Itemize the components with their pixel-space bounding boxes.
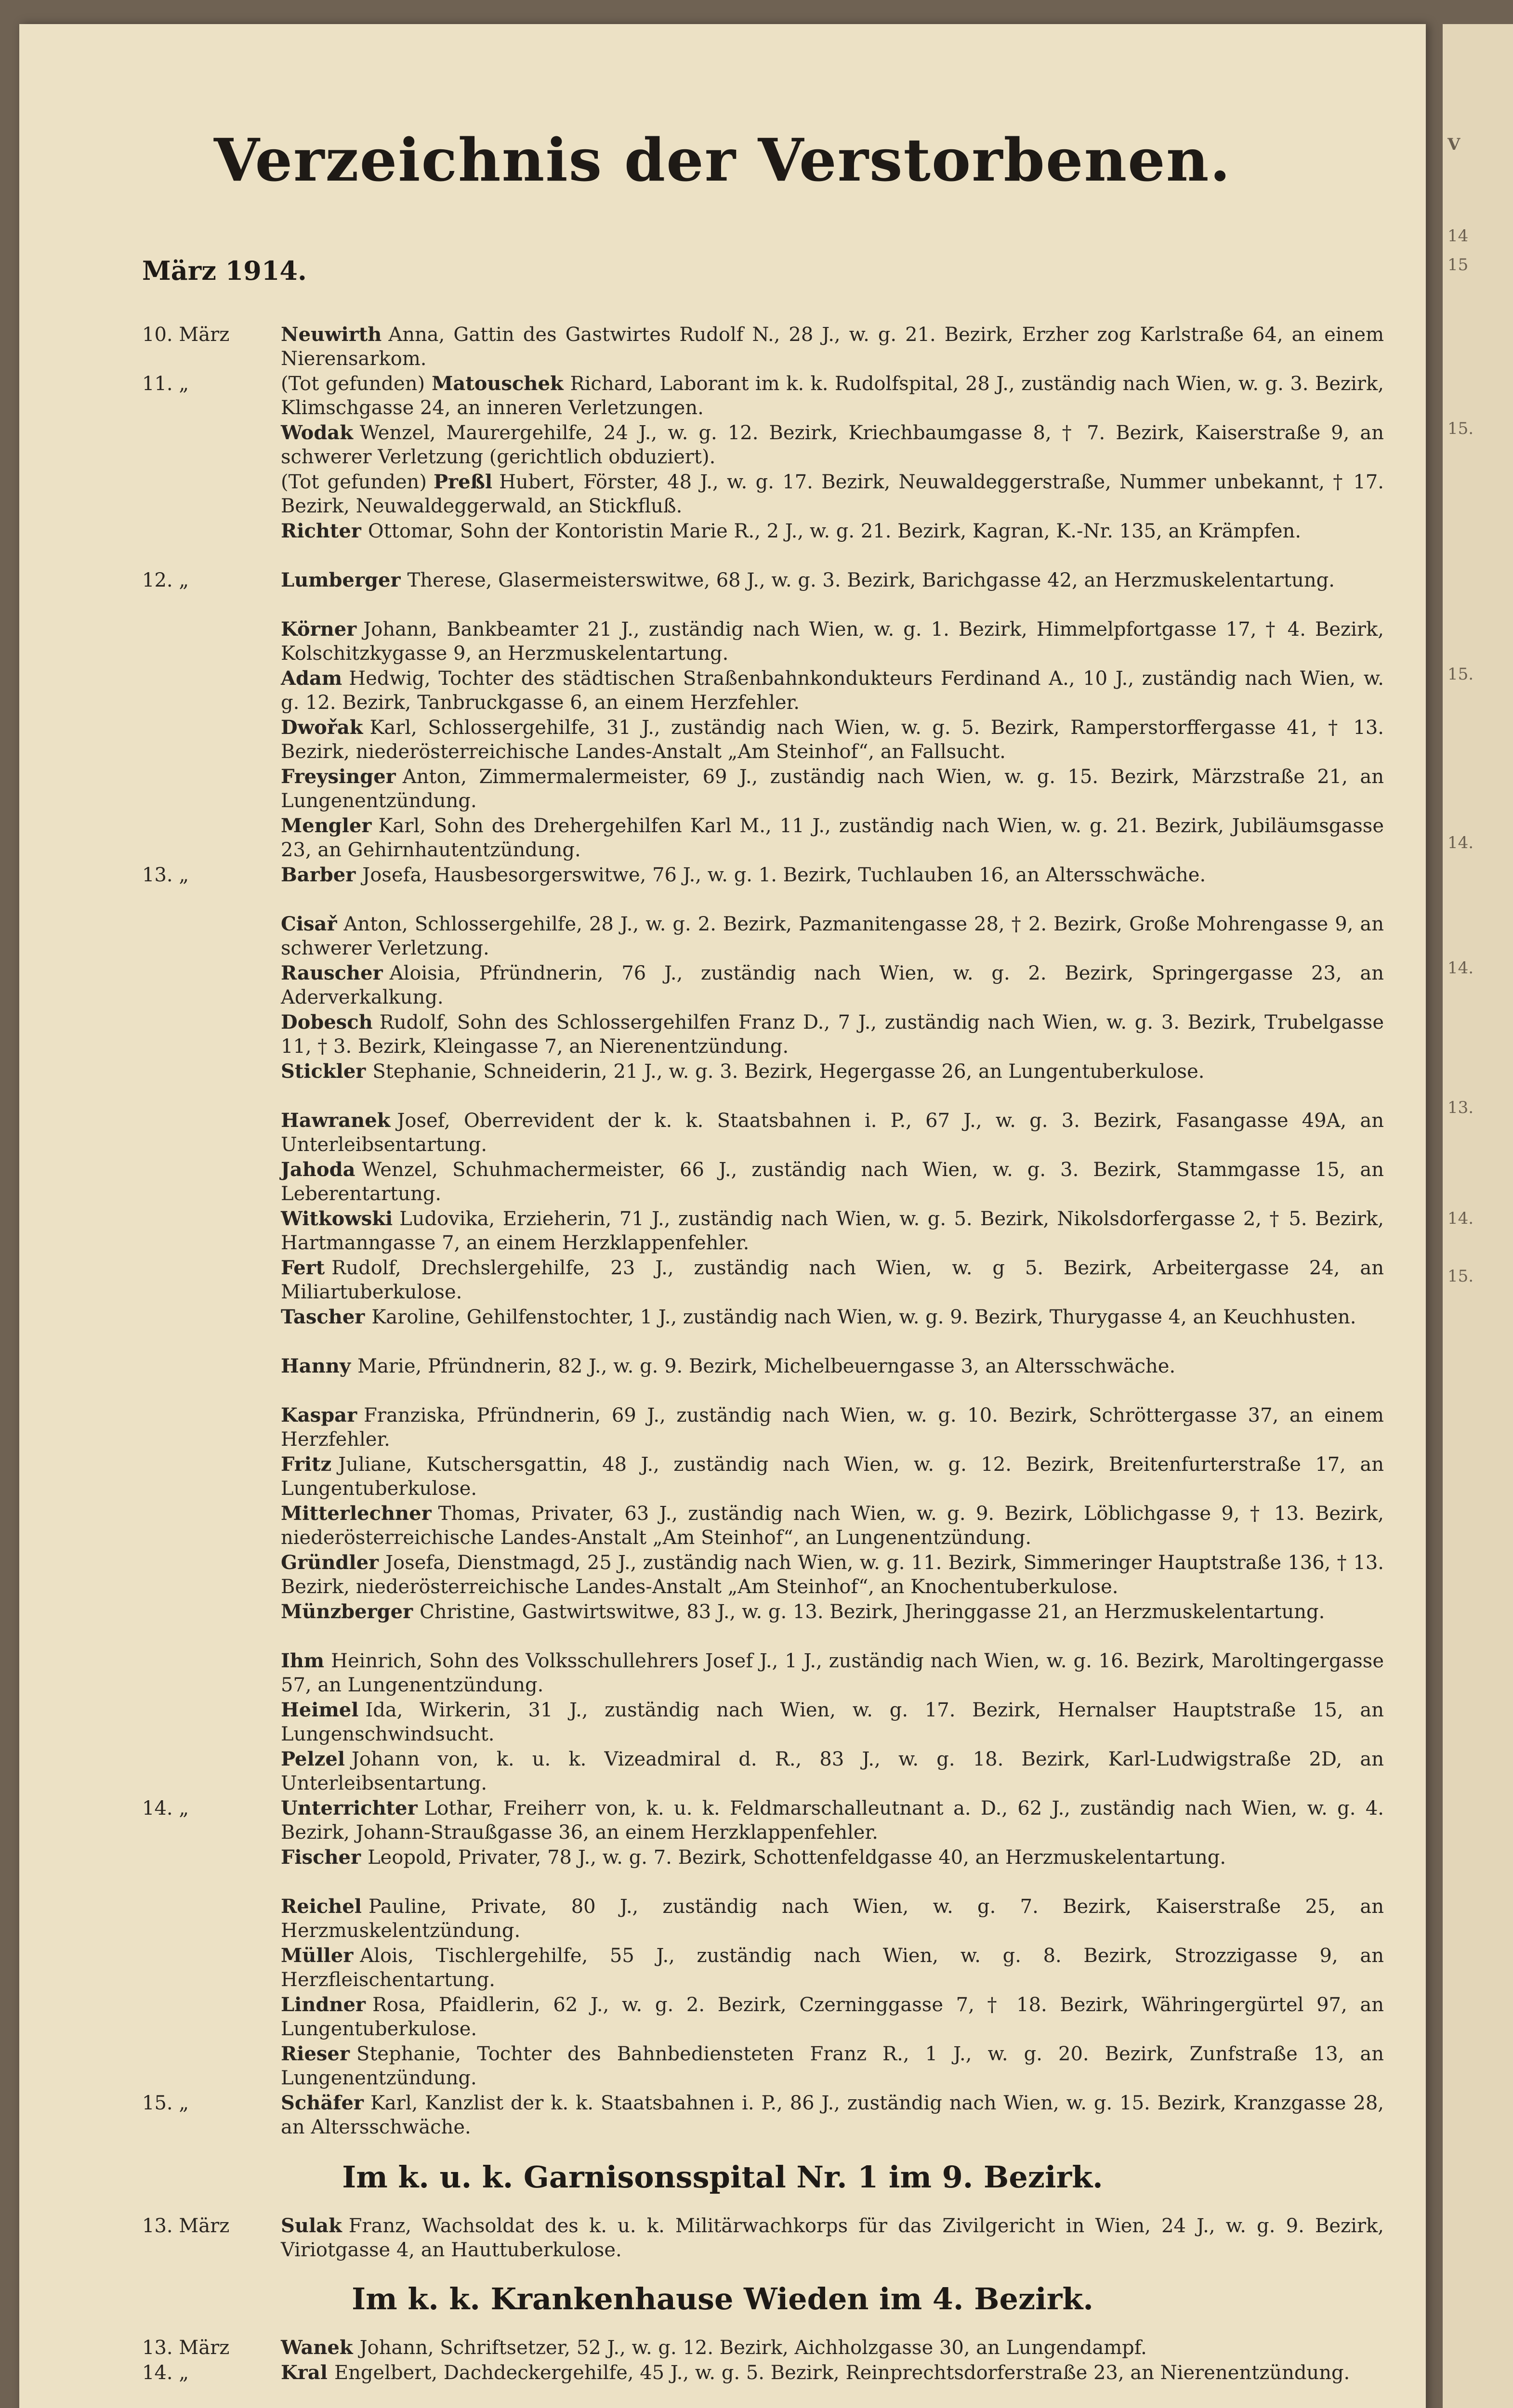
entry-text (281, 2361, 1384, 2385)
entry-description: Karoline, Gehilfenstochter, 1 J., zuständig nach Wien, w. g. 9. Bezirk, Thurygasse 4, an Keuchhusten. (371, 1306, 1356, 1328)
entry-description: Hubert, Förster, 48 J., w. g. 17. Bezirk, Neuwaldeggerstraße, Nummer unbekannt, † 17. Bezirk, Neuwaldeggerwald, an Stickfluß. (281, 471, 1384, 517)
entry-text (281, 863, 1384, 887)
entry-date: 10. März (142, 324, 230, 346)
entry-text (281, 1551, 1384, 1599)
adjacent-page-fragment: 13. (1447, 1098, 1474, 1117)
entry-description: Rudolf, Drechslergehilfe, 23 J., zuständig nach Wien, w. g 5. Bezirk, Arbeitergasse 24, an Miliartuberkulose. (281, 1257, 1384, 1303)
list-item (19, 1600, 1426, 1649)
entry-text (281, 1109, 1384, 1157)
entry-name: Adam (281, 667, 342, 690)
adjacent-page-edge (1443, 24, 1513, 2408)
entry-description: Aloisia, Pfründnerin, 76 J., zuständig nach Wien, w. g. 2. Bezirk, Springergasse 23, an Aderverkalkung. (281, 962, 1384, 1008)
deceased-list (19, 323, 1426, 2386)
entry-text (281, 1403, 1384, 1452)
entry-text (281, 1354, 1384, 1378)
entry-name: Hawranek (281, 1109, 391, 1132)
list-item (19, 1109, 1426, 1158)
entry-name: Witkowski (281, 1207, 393, 1230)
list-item (19, 961, 1426, 1010)
list-item (19, 568, 1426, 617)
list-item (19, 716, 1426, 765)
list-item (19, 1944, 1426, 1993)
entry-text (281, 1698, 1384, 1746)
entry-description: Karl, Schlossergehilfe, 31 J., zuständig nach Wien, w. g. 5. Bezirk, Ramperstorffergasse 41, † 13. Bezirk, niederösterreichische Landes-Anstalt „Am Steinhof“, an Fallsucht. (281, 717, 1384, 763)
entry-name: Münzberger (281, 1600, 413, 1623)
entry-name: Fischer (281, 1846, 361, 1869)
entry-name: Mitterlechner (281, 1502, 432, 1525)
entry-name: Reichel (281, 1895, 362, 1918)
entry-description: Karl, Sohn des Drehergehilfen Karl M., 11 J., zuständig nach Wien, w. g. 21. Bezirk, Jubiläumsgasse 23, an Gehirnhautentzündung. (281, 815, 1384, 861)
entry-note: (Tot gefunden) (281, 471, 427, 493)
entry-text (281, 1158, 1384, 1206)
entry-description: Johann, Schriftsetzer, 52 J., w. g. 12. Bezirk, Aichholzgasse 30, an Lungendampf. (359, 2337, 1147, 2359)
entry-text (281, 814, 1384, 862)
adjacent-page-fragment: 15. (1447, 1267, 1474, 1286)
entry-name: Cisař (281, 913, 337, 935)
adjacent-page-fragment: 14. (1447, 1209, 1474, 1228)
list-item (19, 1453, 1426, 1502)
entry-name: Tascher (281, 1306, 365, 1328)
entry-text (281, 2091, 1384, 2139)
section-heading: Im k. u. k. Garnisonsspital Nr. 1 im 9. Bezirk. (342, 2159, 1103, 2195)
entry-description: Johann, Bankbeamter 21 J., zuständig nach Wien, w. g. 1. Bezirk, Himmelpfortgasse 17, † 4. Bezirk, Kolschitzkygasse 9, an Herzmuskelentartung. (281, 618, 1384, 665)
entry-name: Kral (281, 2361, 328, 2384)
entry-description: Rudolf, Sohn des Schlossergehilfen Franz D., 7 J., zuständig nach Wien, w. g. 3. Bezirk, Trubelgasse 11, † 3. Bezirk, Kleingasse 7, an Nierenentzündung. (281, 1011, 1384, 1058)
entry-description: Josefa, Dienstmagd, 25 J., zuständig nach Wien, w. g. 11. Bezirk, Simmeringer Hauptstraße 136, † 13. Bezirk, niederösterreichische Landes-Anstalt „Am Steinhof“, an Knochentuberkulose. (281, 1552, 1384, 1598)
entry-name: Rauscher (281, 962, 383, 984)
list-item (19, 470, 1426, 519)
list-item (19, 2091, 1426, 2140)
entry-description: Hedwig, Tochter des städtischen Straßenbahnkondukteurs Ferdinand A., 10 J., zuständig nach Wien, w. g. 12. Bezirk, Tanbruckgasse 6, an einem Herzfehler. (281, 667, 1384, 714)
list-item (19, 1060, 1426, 1109)
list-item (19, 1010, 1426, 1060)
list-item (19, 2361, 1426, 2386)
list-item (19, 2336, 1426, 2361)
entry-description: Ida, Wirkerin, 31 J., zuständig nach Wien, w. g. 17. Bezirk, Hernalser Hauptstraße 15, an Lungenschwindsucht. (281, 1699, 1384, 1745)
entry-text (281, 667, 1384, 715)
list-item (19, 372, 1426, 421)
entry-description: Engelbert, Dachdeckergehilfe, 45 J., w. g. 5. Bezirk, Reinprechtsdorferstraße 23, an Nierenentzündung. (334, 2362, 1350, 2384)
entry-description: Anton, Schlossergehilfe, 28 J., w. g. 2. Bezirk, Pazmanitengasse 28, † 2. Bezirk, Große Mohrengasse 9, an schwerer Verletzung. (281, 913, 1384, 959)
entry-description: Heinrich, Sohn des Volksschullehrers Josef J., 1 J., zuständig nach Wien, w. g. 16. Bezirk, Maroltingergasse 57, an Lungenentzündung. (281, 1650, 1384, 1696)
month-heading: März 1914. (142, 255, 307, 286)
entry-text (281, 961, 1384, 1009)
adjacent-page-fragment: 14 (1447, 226, 1469, 246)
entry-description: Rosa, Pfaidlerin, 62 J., w. g. 2. Bezirk, Czerninggasse 7, † 18. Bezirk, Währingergürtel 97, an Lungentuberkulose. (281, 1994, 1384, 2040)
entry-description: Alois, Tischlergehilfe, 55 J., zuständig nach Wien, w. g. 8. Bezirk, Strozzigasse 9, an Herzfleischentartung. (281, 1945, 1384, 1991)
list-item (19, 765, 1426, 814)
entry-text (281, 1453, 1384, 1501)
entry-description: Anton, Zimmermalermeister, 69 J., zuständig nach Wien, w. g. 15. Bezirk, Märzstraße 21, an Lungenentzündung. (281, 766, 1384, 812)
entry-name: Jahoda (281, 1158, 355, 1181)
list-item (19, 1845, 1426, 1895)
entry-name: Müller (281, 1944, 354, 1967)
list-item (19, 1207, 1426, 1256)
entry-name: Fert (281, 1256, 325, 1279)
entry-name: Fritz (281, 1453, 332, 1476)
entry-name: Dwořak (281, 716, 363, 739)
entry-description: Wenzel, Maurergehilfe, 24 J., w. g. 12. Bezirk, Kriechbaumgasse 8, † 7. Bezirk, Kaiserstraße 9, an schwerer Verletzung (gerichtlich obduziert). (281, 422, 1384, 468)
entry-name: Hanny (281, 1355, 351, 1377)
entry-name: Heimel (281, 1699, 359, 1721)
entry-name: Rieser (281, 2042, 350, 2065)
entry-description: Josefa, Hausbesorgerswitwe, 76 J., w. g. 1. Bezirk, Tuchlauben 16, an Altersschwäche. (362, 864, 1206, 886)
entry-description: Leopold, Privater, 78 J., w. g. 7. Bezirk, Schottenfeldgasse 40, an Herzmuskelentartung. (368, 1846, 1226, 1869)
entry-date: 14. „ (142, 2362, 189, 2384)
entry-description: Franziska, Pfründnerin, 69 J., zuständig nach Wien, w. g. 10. Bezirk, Schröttergasse 37, an einem Herzfehler. (281, 1404, 1384, 1451)
list-item (19, 1354, 1426, 1403)
entry-text (281, 372, 1384, 420)
list-item (19, 1305, 1426, 1354)
entry-text (281, 323, 1384, 371)
section-list (19, 2214, 1426, 2262)
entry-text (281, 1207, 1384, 1255)
entry-name: Neuwirth (281, 323, 382, 346)
entry-text (281, 1944, 1384, 1992)
entry-name: Mengler (281, 814, 372, 837)
entry-text (281, 2214, 1384, 2262)
entry-description: Ludovika, Erzieherin, 71 J., zuständig nach Wien, w. g. 5. Bezirk, Nikolsdorfergasse 2, † 5. Bezirk, Hartmanngasse 7, an einem Herzklappenfehler. (281, 1208, 1384, 1254)
list-item (19, 863, 1426, 912)
entry-text (281, 2336, 1384, 2360)
entry-description: Stephanie, Tochter des Bahnbediensteten Franz R., 1 J., w. g. 20. Bezirk, Zunfstraße 13, an Lungenentzündung. (281, 2043, 1384, 2089)
list-item (19, 617, 1426, 667)
adjacent-page-fragment: 15 (1447, 255, 1469, 275)
entry-date: 14. „ (142, 1797, 189, 1819)
entry-name: Wanek (281, 2336, 353, 2359)
list-item (19, 519, 1426, 568)
entry-note: (Tot gefunden) (281, 373, 425, 395)
entry-text (281, 519, 1384, 543)
entry-name: Freysinger (281, 765, 396, 788)
list-item (19, 1993, 1426, 2042)
entry-name: Gründler (281, 1551, 379, 1574)
entry-description: Stephanie, Schneiderin, 21 J., w. g. 3. Bezirk, Hegergasse 26, an Lungentuberkulose. (372, 1060, 1205, 1083)
list-item (19, 1649, 1426, 1698)
entry-text (281, 1993, 1384, 2041)
list-item (19, 1502, 1426, 1551)
entry-text (281, 1600, 1384, 1624)
list-item (19, 1158, 1426, 1207)
entry-text (281, 765, 1384, 813)
list-item (19, 1256, 1426, 1305)
entry-name: Lumberger (281, 569, 401, 591)
page-title: Verzeichnis der Verstorbenen. (214, 125, 1231, 195)
entry-text (281, 716, 1384, 764)
entry-text (281, 1060, 1384, 1084)
entry-description: Anna, Gattin des Gastwirtes Rudolf N., 28 J., w. g. 21. Bezirk, Erzher zog Karlstraße 64, an einem Nierensarkom. (281, 324, 1384, 370)
entry-description: Richard, Laborant im k. k. Rudolfspital, 28 J., zuständig nach Wien, w. g. 3. Bezirk, Klimschgasse 24, an inneren Verletzungen. (281, 373, 1384, 419)
entry-name: Kaspar (281, 1404, 357, 1426)
entry-name: Wodak (281, 421, 353, 444)
entry-name: Matouschek (432, 372, 564, 395)
adjacent-page-fragment: V (1447, 135, 1460, 154)
entry-text (281, 470, 1384, 518)
list-item (19, 1895, 1426, 1944)
entry-name: Lindner (281, 1993, 366, 2016)
entry-text (281, 1502, 1384, 1550)
entry-description: Ottomar, Sohn der Kontoristin Marie R., 2 J., w. g. 21. Bezirk, Kagran, K.-Nr. 135, an Krämpfen. (368, 520, 1302, 542)
entry-name: Schäfer (281, 2092, 364, 2114)
entry-name: Ihm (281, 1649, 325, 1672)
entry-name: Unterrichter (281, 1797, 418, 1819)
entry-description: Pauline, Private, 80 J., zuständig nach Wien, w. g. 7. Bezirk, Kaiserstraße 25, an Herzmuskelentzündung. (281, 1896, 1384, 1942)
entry-description: Christine, Gastwirtswitwe, 83 J., w. g. 13. Bezirk, Jheringgasse 21, an Herzmuskelentartung. (420, 1601, 1325, 1623)
list-item (19, 667, 1426, 716)
entry-description: Josef, Oberrevident der k. k. Staatsbahnen i. P., 67 J., w. g. 3. Bezirk, Fasangasse 49A, an Unterleibsentartung. (281, 1110, 1384, 1156)
list-item (19, 421, 1426, 470)
entry-text (281, 1256, 1384, 1304)
entry-description: Lothar, Freiherr von, k. u. k. Feldmarschalleutnant a. D., 62 J., zuständig nach Wien, w. g. 4. Bezirk, Johann-Straußgasse 36, an einem Herzklappenfehler. (281, 1797, 1384, 1844)
list-item (19, 1403, 1426, 1453)
entry-description: Juliane, Kutschersgattin, 48 J., zuständig nach Wien, w. g. 12. Bezirk, Breitenfurterstraße 17, an Lungentuberkulose. (281, 1453, 1384, 1500)
entry-date: 12. „ (142, 569, 189, 591)
list-item (19, 323, 1426, 372)
entry-text (281, 912, 1384, 960)
entry-text (281, 1895, 1384, 1943)
entry-name: Körner (281, 618, 357, 641)
entry-name: Sulak (281, 2214, 342, 2237)
list-item (19, 1551, 1426, 1600)
list-item (19, 1698, 1426, 1747)
entry-description: Wenzel, Schuhmachermeister, 66 J., zuständig nach Wien, w. g. 3. Bezirk, Stammgasse 15, an Leberentartung. (281, 1159, 1384, 1205)
entry-text (281, 421, 1384, 469)
entry-text (281, 1845, 1384, 1870)
list-item (19, 1796, 1426, 1845)
entry-date: 13. „ (142, 864, 189, 886)
entry-text (281, 1010, 1384, 1059)
list-item (19, 814, 1426, 863)
entry-description: Johann von, k. u. k. Vizeadmiral d. R., 83 J., w. g. 18. Bezirk, Karl-Ludwigstraße 2D, an Unterleibsentartung. (281, 1748, 1384, 1794)
entry-description: Therese, Glasermeisterswitwe, 68 J., w. g. 3. Bezirk, Barichgasse 42, an Herzmuskelentartung. (407, 569, 1335, 591)
entry-text (281, 1747, 1384, 1795)
entry-text (281, 617, 1384, 666)
entry-name: Richter (281, 520, 361, 542)
entry-text (281, 2042, 1384, 2090)
entry-date: 15. „ (142, 2092, 189, 2114)
list-item (19, 2042, 1426, 2091)
entry-description: Karl, Kanzlist der k. k. Staatsbahnen i. P., 86 J., zuständig nach Wien, w. g. 15. Bezirk, Kranzgasse 28, an Altersschwäche. (281, 2092, 1384, 2138)
section-heading: Im k. k. Krankenhause Wieden im 4. Bezirk. (352, 2281, 1093, 2316)
entry-name: Pelzel (281, 1748, 345, 1770)
adjacent-page-fragment: 14. (1447, 833, 1474, 852)
adjacent-page-fragment: 14. (1447, 958, 1474, 978)
adjacent-page-fragment: 15. (1447, 665, 1474, 684)
entry-text (281, 1796, 1384, 1845)
entry-name: Stickler (281, 1060, 366, 1083)
document-page (19, 24, 1426, 2408)
adjacent-page-fragment: 15. (1447, 419, 1474, 438)
entry-text (281, 1649, 1384, 1697)
list-item (19, 912, 1426, 961)
entry-text (281, 1305, 1384, 1329)
list-item (19, 1747, 1426, 1796)
entry-name: Preßl (433, 471, 493, 493)
entry-description: Franz, Wachsoldat des k. u. k. Militärwachkorps für das Zivilgericht in Wien, 24 J., w. g. 9. Bezirk, Viriotgasse 4, an Hauttuberkulose. (281, 2215, 1384, 2261)
entry-name: Dobesch (281, 1011, 373, 1034)
entry-text (281, 568, 1384, 592)
entry-description: Marie, Pfründnerin, 82 J., w. g. 9. Bezirk, Michelbeuerngasse 3, an Altersschwäche. (357, 1355, 1176, 1377)
entry-date: 13. März (142, 2337, 230, 2359)
entry-description: Thomas, Privater, 63 J., zuständig nach Wien, w. g. 9. Bezirk, Löblichgasse 9, † 13. Bezirk, niederösterreichische Landes-Anstalt „Am Steinhof“, an Lungenentzündung. (281, 1503, 1384, 1549)
section-list (19, 2336, 1426, 2386)
entry-date: 11. „ (142, 373, 189, 395)
entry-name: Barber (281, 864, 356, 886)
entry-date: 13. März (142, 2215, 230, 2237)
list-item (19, 2214, 1426, 2262)
